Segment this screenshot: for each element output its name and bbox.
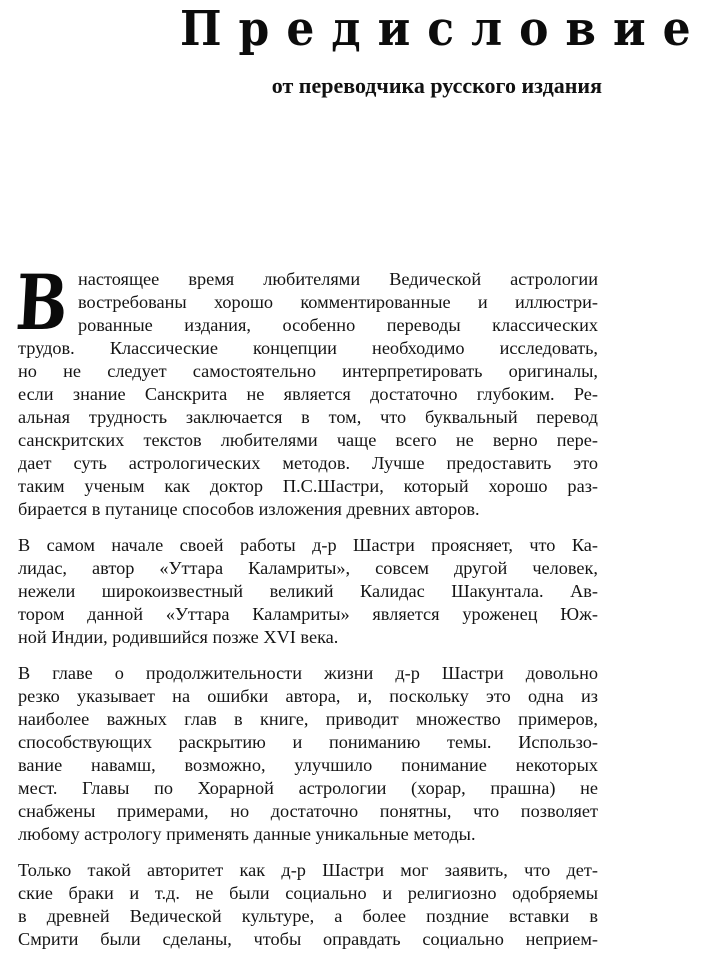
text-line: Только такой авторитет как д-р Шастри мог заявить, что дет- bbox=[18, 860, 598, 880]
text-line: В самом начале своей работы д-р Шастри проясняет, что Ка- bbox=[18, 535, 598, 555]
page-title: Предисловие bbox=[180, 1, 708, 57]
text-line: ские браки и т.д. не были социально и религиозно одобряемы bbox=[18, 883, 598, 903]
page-subtitle: от переводчика русского издания bbox=[271, 73, 602, 98]
text-line: дает суть астрологических методов. Лучше предоставить это bbox=[18, 453, 598, 473]
text-line: нежели широкоизвестный великий Калидас Шакунтала. Ав- bbox=[18, 581, 598, 601]
text-line: Смрити были сделаны, чтобы оправдать социально неприем- bbox=[18, 929, 598, 949]
text-line: но не следует самостоятельно интерпретировать оригиналы, bbox=[18, 361, 598, 381]
drop-cap-letter: В bbox=[13, 258, 70, 347]
body-text bbox=[13, 258, 598, 964]
paragraph-3 bbox=[18, 662, 598, 846]
text-line: настоящее время любителями Ведической астрологии bbox=[78, 269, 598, 289]
text-line: тором данной «Уттара Каламриты» является уроженец Юж- bbox=[18, 604, 598, 624]
paragraph-4 bbox=[18, 859, 598, 951]
text-line: таким ученым как доктор П.С.Шастри, который хорошо раз- bbox=[18, 476, 598, 496]
text-line: снабжены примерами, но достаточно понятны, что позволяет bbox=[18, 801, 598, 821]
text-line: любому астрологу применять данные уникальные методы. bbox=[18, 824, 476, 844]
text-line: лидас, автор «Уттара Каламриты», совсем другой человек, bbox=[18, 558, 598, 578]
text-line: бирается в путанице способов изложения древних авторов. bbox=[18, 499, 480, 519]
text-line: в древней Ведической культуре, а более поздние вставки в bbox=[18, 906, 598, 926]
text-line: если знание Санскрита не является достаточно глубоким. Ре- bbox=[18, 384, 598, 404]
text-line: мест. Главы по Хорарной астрологии (хорар, прашна) не bbox=[18, 778, 598, 798]
text-line: наиболее важных глав в книге, приводит множество примеров, bbox=[18, 709, 598, 729]
text-line: рованные издания, особенно переводы классических bbox=[78, 315, 598, 335]
text-line: трудов. Классические концепции необходимо исследовать, bbox=[18, 338, 598, 358]
paragraph-1 bbox=[13, 258, 598, 521]
text-line: вание навамш, возможно, улучшило понимание некоторых bbox=[18, 755, 598, 775]
text-line: ной Индии, родившийся позже XVI века. bbox=[18, 627, 339, 647]
text-line: В главе о продолжительности жизни д-р Шастри довольно bbox=[18, 663, 598, 683]
text-line: резко указывает на ошибки автора, и, поскольку это одна из bbox=[18, 686, 598, 706]
text-line: востребованы хорошо комментированные и иллюстри- bbox=[78, 292, 598, 312]
text-line: способствующих раскрытию и пониманию темы. Использо- bbox=[18, 732, 598, 752]
text-line: альная трудность заключается в том, что буквальный перевод bbox=[18, 407, 598, 427]
paragraph-2 bbox=[18, 534, 598, 649]
text-line: санскритских текстов любителями чаще всего не верно пере- bbox=[18, 430, 598, 450]
